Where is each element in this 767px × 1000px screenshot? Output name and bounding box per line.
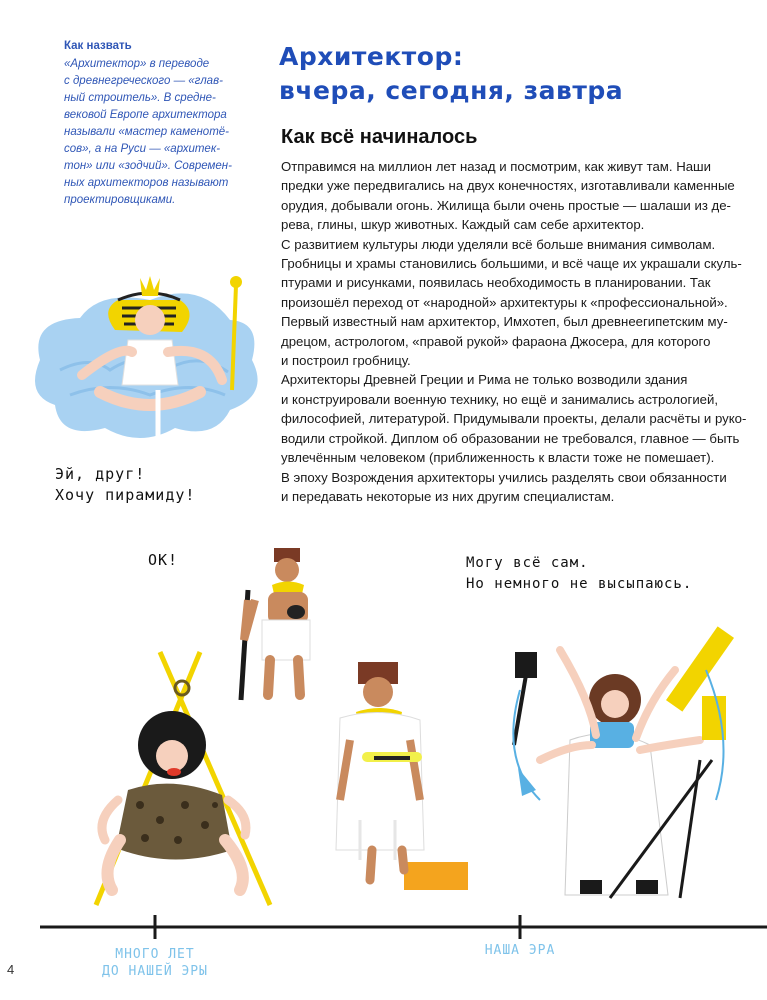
- sidebar-title: Как назвать: [64, 40, 132, 52]
- ok-speech: ОК!: [148, 551, 179, 569]
- paragraph: В эпоху Возрождения архитекторы учились разделять свои обязанности и передавать некоторые из них другим специалистам.: [281, 469, 727, 504]
- renaissance-speech: Могу всё сам. Но немного не высыпаюсь.: [466, 555, 693, 592]
- pharaoh-illustration: [35, 276, 258, 460]
- timeline: [40, 915, 767, 939]
- pharaoh-speech: Эй, друг! Хочу пирамиду!: [55, 465, 196, 504]
- paragraph: Отправимся на миллион лет назад и посмотрим, как живут там. Наши предки уже передвигались на двух конечностях, изготавливали каменные орудия, добывали огонь. Жилища были очень простые — шалаши из де- рева, глины, шкур животных. Каждый сам себе архитектор.: [281, 159, 735, 233]
- timeline-label-bc: МНОГО ЛЕТ ДО НАШЕЙ ЭРЫ: [102, 947, 208, 979]
- page-title: Архитектор: вчера, сегодня, завтра: [279, 42, 624, 105]
- renaissance-architect-illustration: [513, 626, 734, 898]
- imhotep-illustration: [336, 662, 468, 890]
- sidebar-text: «Архитектор» в переводе с древнегреческого — «глав- ный строитель». В средне- вековой Европе архитектора называли «мастер каменотё- сов», а на Руси — «архитек- тон» или «зодчий». Современ- ных архитекторов называют проектировщиками.: [64, 58, 232, 206]
- paragraph: С развитием культуры люди уделяли всё больше внимания символам. Гробницы и храмы становились большими, и всё чаще их украшали скуль- птурами и рисунками, появилась необходимость в планировании. Так произошёл переход от «народной» архитектуры к «профессиональной». Первый известный нам архитектор, Имхотеп, был древнеегипетским му- дрецом, астрологом, «правой рукой» фараона Джосера, для которого и построил гробницу.: [281, 236, 742, 369]
- egyptian-builder-illustration: [241, 548, 310, 700]
- page-number: 4: [7, 962, 15, 977]
- section-subtitle: Как всё начиналось: [281, 126, 478, 148]
- timeline-label-ad: НАША ЭРА: [484, 943, 556, 958]
- paragraph: Архитекторы Древней Греции и Рима не только возводили здания и конструировали военную технику, но ещё и занимались астрологией, философией, литературой. Придумывали проекты, делали расчёты и руко- водили стройкой. Диплом об образовании не требовался, главное — быть увлечённым человеком (приближенность к власти тоже не помешает).: [281, 372, 747, 466]
